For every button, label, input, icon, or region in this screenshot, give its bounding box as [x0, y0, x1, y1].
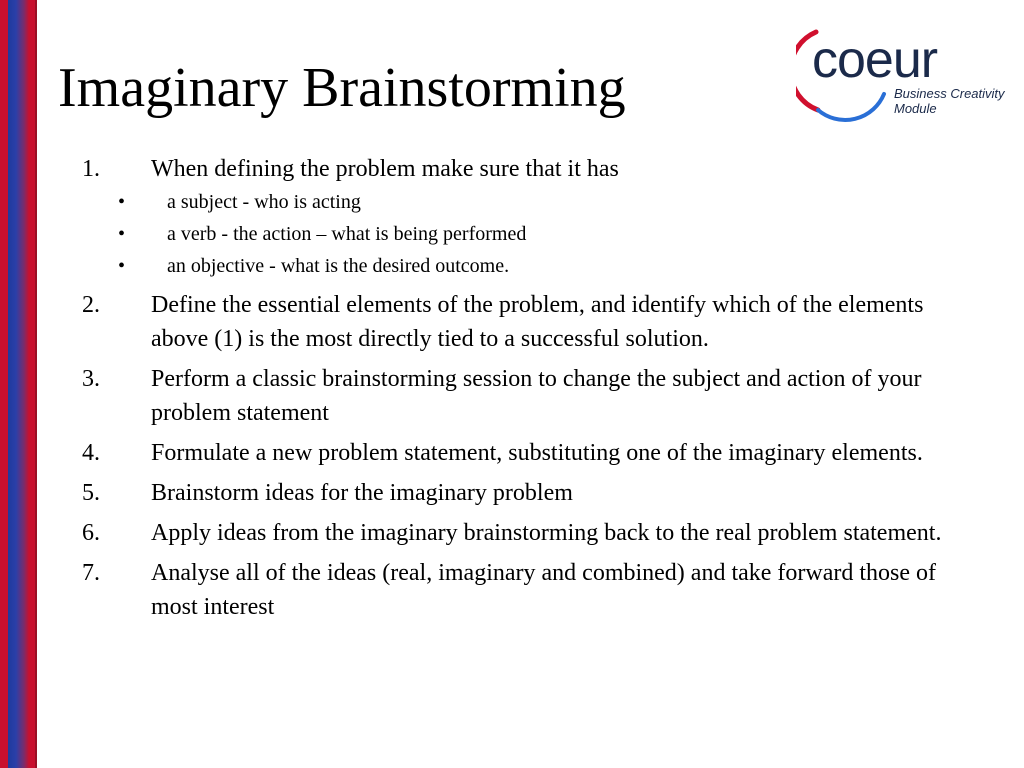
- bullet-icon: •: [118, 223, 126, 245]
- list-item-text: Define the essential elements of the problem, and identify which of the elements above (1) is the most directly tied to a successful solution.: [151, 292, 924, 352]
- logo-subtitle: [894, 86, 1005, 116]
- list-item-number: 5.: [82, 480, 100, 506]
- sub-list-item: [82, 186, 942, 218]
- list-item-text: When defining the problem make sure that it has: [151, 156, 619, 182]
- list-item: [82, 362, 942, 430]
- list-item-text: Analyse all of the ideas (real, imaginary and combined) and take forward those of most interest: [151, 560, 937, 620]
- list-item: [82, 476, 942, 510]
- list-item-text: Formulate a new problem statement, substituting one of the imaginary elements.: [151, 440, 923, 466]
- list-item: [82, 516, 942, 550]
- logo-subtitle-line-2: Module: [894, 101, 937, 116]
- logo-subtitle-line-1: Business Creativity: [894, 86, 1005, 101]
- sub-list-item: [82, 218, 942, 250]
- sub-list-item-text: an objective - what is the desired outcome.: [167, 255, 510, 277]
- list-item-number: 3.: [82, 366, 100, 392]
- sub-list: [82, 186, 942, 282]
- list-item-number: 1.: [82, 156, 100, 182]
- slide-title: Imaginary Brainstorming: [58, 57, 626, 119]
- list-item-number: 7.: [82, 560, 100, 586]
- list-item-text: Brainstorm ideas for the imaginary problem: [151, 480, 573, 506]
- list-item: [82, 152, 942, 282]
- list-item-number: 2.: [82, 292, 100, 318]
- side-color-bar-edge: [35, 0, 37, 768]
- list-item: [82, 556, 942, 624]
- sub-list-item: [82, 250, 942, 282]
- list-item-text: Perform a classic brainstorming session to change the subject and action of your problem statement: [151, 366, 922, 426]
- sub-list-item-text: a verb - the action – what is being performed: [167, 223, 527, 245]
- list-item-text: Apply ideas from the imaginary brainstorming back to the real problem statement.: [151, 520, 942, 546]
- bullet-icon: •: [118, 255, 126, 277]
- bullet-icon: •: [118, 191, 126, 213]
- side-color-bar: [0, 0, 35, 768]
- list-item-number: 6.: [82, 520, 100, 546]
- sub-list-item-text: a subject - who is acting: [167, 191, 361, 213]
- list-item-number: 4.: [82, 440, 100, 466]
- coeur-logo: [796, 26, 1006, 122]
- list-item: [82, 288, 942, 356]
- list-item: [82, 436, 942, 470]
- logo-wordmark: coeur: [812, 31, 938, 89]
- numbered-list: [82, 152, 942, 630]
